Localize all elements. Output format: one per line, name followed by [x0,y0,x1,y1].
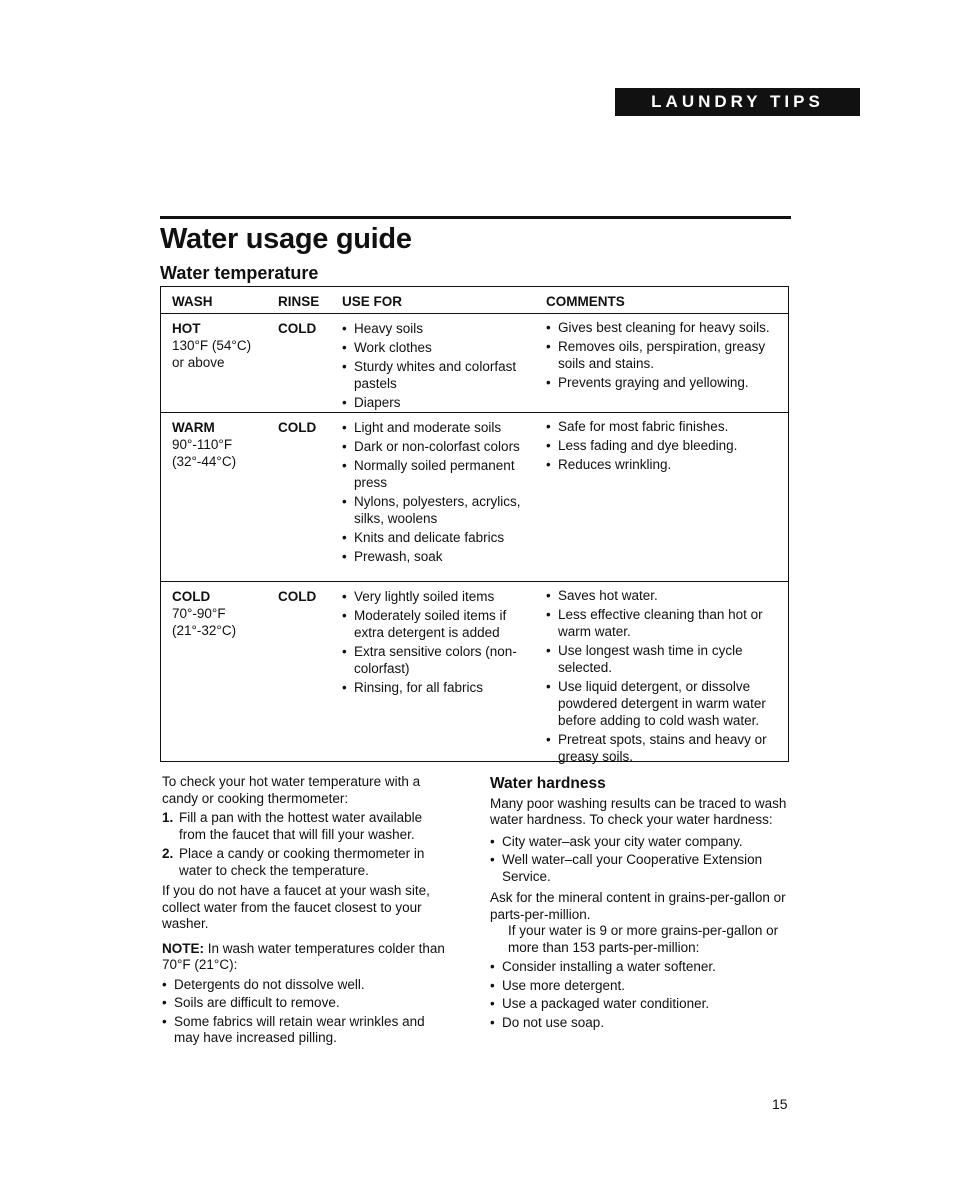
header-rinse: RINSE [278,294,320,309]
check-bullets [490,834,790,886]
water-hardness-section [490,774,790,1033]
rinse-cell: COLD [278,589,317,604]
table-row-warm [161,413,788,582]
water-hardness-title: Water hardness [490,775,606,792]
comments-list [546,587,786,767]
wash-temp: 70°-90°F [172,606,226,621]
list-item: • Moderately soiled items if extra detergent is added [342,607,538,641]
list-item: • Well water–call your Cooperative Extension Service. [490,852,790,885]
hardness-intro: Many poor washing results can be traced to wash water hardness. To check your water hardness: [490,795,787,827]
list-item: • Less effective cleaning than hot or warm water. [546,606,786,640]
list-item: • Use a packaged water conditioner. [490,996,790,1013]
wash-cell [172,588,282,639]
list-item: • Dark or non-colorfast colors [342,438,538,455]
wash-temp: (21°-32°C) [172,623,237,638]
section-title: Water temperature [160,263,319,283]
step-text: Fill a pan with the hottest water available from the faucet that will fill your washer. [179,810,423,842]
page-title: Water usage guide [160,223,412,255]
water-temperature-table [160,286,789,762]
list-item: • Pretreat spots, stains and heavy or greasy soils. [546,731,786,765]
step-number: 1. [162,810,174,825]
comments-list [546,418,786,475]
wash-temp: 130°F (54°C) [172,338,252,353]
rinse-cell: COLD [278,321,317,336]
list-item: • Normally soiled permanent press [342,457,538,491]
list-item: • City water–ask your city water company. [490,834,790,851]
step-number: 2. [162,846,174,861]
list-item: • Use more detergent. [490,978,790,995]
list-item: • Extra sensitive colors (non-colorfast) [342,643,538,677]
no-faucet-text: If you do not have a faucet at your wash site, collect water from the faucet closest to your washer. [162,883,430,931]
list-item: • Detergents do not dissolve well. [162,977,452,994]
note-text: In wash water temperatures colder than 70°F (21°C): [162,940,445,972]
list-item: • Some fabrics will retain wear wrinkles and may have increased pilling. [162,1014,452,1047]
table-row-cold [161,582,788,762]
comments-list [546,319,786,393]
note-label: NOTE: [162,940,204,956]
list-item: • Use longest wash time in cycle selected. [546,642,786,676]
thermometer-instructions [162,774,452,1049]
list-item: • Sturdy whites and colorfast pastels [342,358,538,392]
use-for-list [342,320,538,413]
section-header-badge: LAUNDRY TIPS [615,88,860,116]
step-text: Place a candy or cooking thermometer in water to check the temperature. [179,846,425,878]
page-number: 15 [772,1096,788,1112]
list-item: • Work clothes [342,339,538,356]
list-item: • Light and moderate soils [342,419,538,436]
use-for-list [342,419,538,567]
if-text: If your water is 9 or more grains-per-gallon or more than 153 parts-per-million: [508,923,779,955]
list-item: • Removes oils, perspiration, greasy soils and stains. [546,338,786,372]
list-item: • Reduces wrinkling. [546,456,786,473]
wash-name: WARM [172,420,215,435]
wash-temp: (32°-44°C) [172,454,237,469]
list-item: • Knits and delicate fabrics [342,529,538,546]
header-use-for: USE FOR [342,294,403,309]
title-rule [160,216,791,219]
list-item: • Saves hot water. [546,587,786,604]
list-item: • Diapers [342,394,538,411]
wash-temp: or above [172,355,225,370]
list-item: • Rinsing, for all fabrics [342,679,538,696]
use-for-list [342,588,538,698]
header-wash: WASH [172,294,213,309]
list-item: • Use liquid detergent, or dissolve powdered detergent in warm water before adding to cold wash water. [546,678,786,729]
list-item: • Very lightly soiled items [342,588,538,605]
list-item: • Safe for most fabric finishes. [546,418,786,435]
note [162,941,452,974]
thermometer-intro: To check your hot water temperature with a candy or cooking thermometer: [162,774,421,806]
list-item: • Prevents graying and yellowing. [546,374,786,391]
list-item: • Heavy soils [342,320,538,337]
wash-temp: 90°-110°F [172,437,233,452]
list-item: • Soils are difficult to remove. [162,995,452,1012]
list-item: • Consider installing a water softener. [490,959,790,976]
list-item: • Gives best cleaning for heavy soils. [546,319,786,336]
list-item: • Nylons, polyesters, acrylics, silks, woolens [342,493,538,527]
list-item: • Less fading and dye bleeding. [546,437,786,454]
steps-list [162,810,452,879]
list-item [162,810,452,843]
wash-cell [172,419,282,470]
header-comments: COMMENTS [546,294,625,309]
list-item: • Prewash, soak [342,548,538,565]
action-bullets [490,959,790,1031]
ask-text: Ask for the mineral content in grains-per-gallon or parts-per-million. [490,890,786,922]
wash-cell [172,320,282,371]
note-bullets [162,977,452,1047]
list-item: • Do not use soap. [490,1015,790,1032]
table-header [161,287,788,314]
table-row-hot [161,314,788,413]
list-item [162,846,452,879]
wash-name: COLD [172,589,211,604]
rinse-cell: COLD [278,420,317,435]
wash-name: HOT [172,321,201,336]
